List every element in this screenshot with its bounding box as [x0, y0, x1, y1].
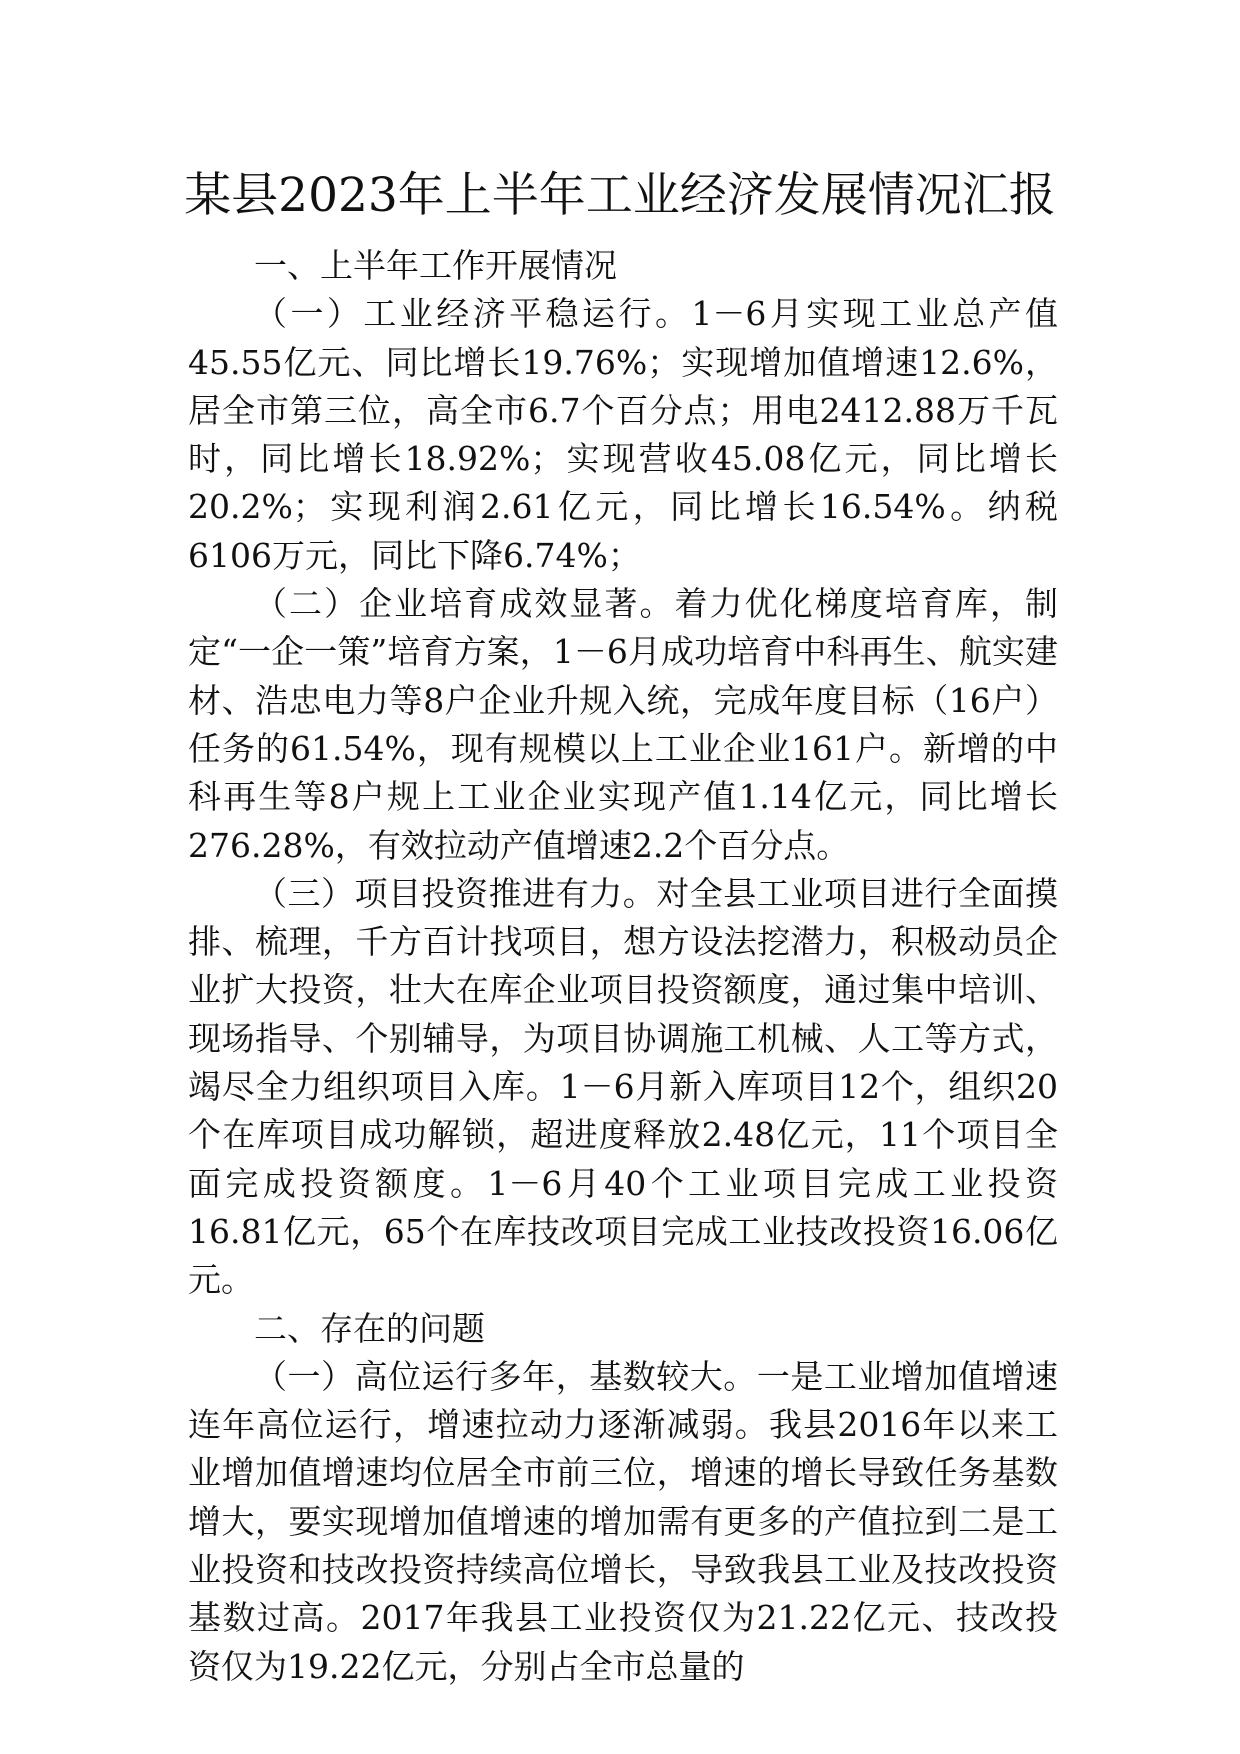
paragraph-1: （一）工业经济平稳运行。1－6月实现工业总产值45.55亿元、同比增长19.76%；实现增加值增速12.6%，居全市第三位，高全市6.7个百分点；用电2412.88万千瓦时，同比增长18.92%；实现营收45.08亿元，同比增长20.2%；实现利润2.61亿元，同比增长16.54%。纳税6106万元，同比下降6.74%； [188, 294, 1058, 575]
document-body [188, 242, 1058, 1691]
paragraph-2: （二）企业培育成效显著。着力优化梯度培育库，制定“一企一策”培育方案，1－6月成功培育中科再生、航实建材、浩忠电力等8户企业升规入统，完成年度目标（16户）任务的61.54%，现有规模以上工业企业161户。新增的中科再生等8户规上工业企业实现产值1.14亿元，同比增长276.28%，有效拉动产值增速2.2个百分点。 [188, 584, 1058, 865]
document-title: 某县2023年上半年工业经济发展情况汇报 [184, 168, 1056, 223]
section-heading-2: 二、存在的问题 [254, 1308, 485, 1348]
paragraph-3: （三）项目投资推进有力。对全县工业项目进行全面摸排、梳理，千方百计找项目，想方设法挖潜力，积极动员企业扩大投资，壮大在库企业项目投资额度，通过集中培训、现场指导、个别辅导，为项目协调施工机械、人工等方式，竭尽全力组织项目入库。1－6月新入库项目12个，组织20个在库项目成功解锁，超进度释放2.48亿元，11个项目全面完成投资额度。1－6月40个工业项目完成工业投资16.81亿元，65个在库技改项目完成工业技改投资16.06亿元。 [188, 873, 1058, 1300]
paragraph-4: （一）高位运行多年，基数较大。一是工业增加值增速连年高位运行，增速拉动力逐渐减弱。我县2016年以来工业增加值增速均位居全市前三位，增速的增长导致任务基数增大，要实现增加值增速的增加需有更多的产值拉到二是工业投资和技改投资持续高位增长，导致我县工业及技改投资基数过高。2017年我县工业投资仅为21.22亿元、技改投资仅为19.22亿元，分别占全市总量的 [188, 1356, 1058, 1686]
section-heading-1: 一、上半年工作开展情况 [254, 246, 617, 285]
